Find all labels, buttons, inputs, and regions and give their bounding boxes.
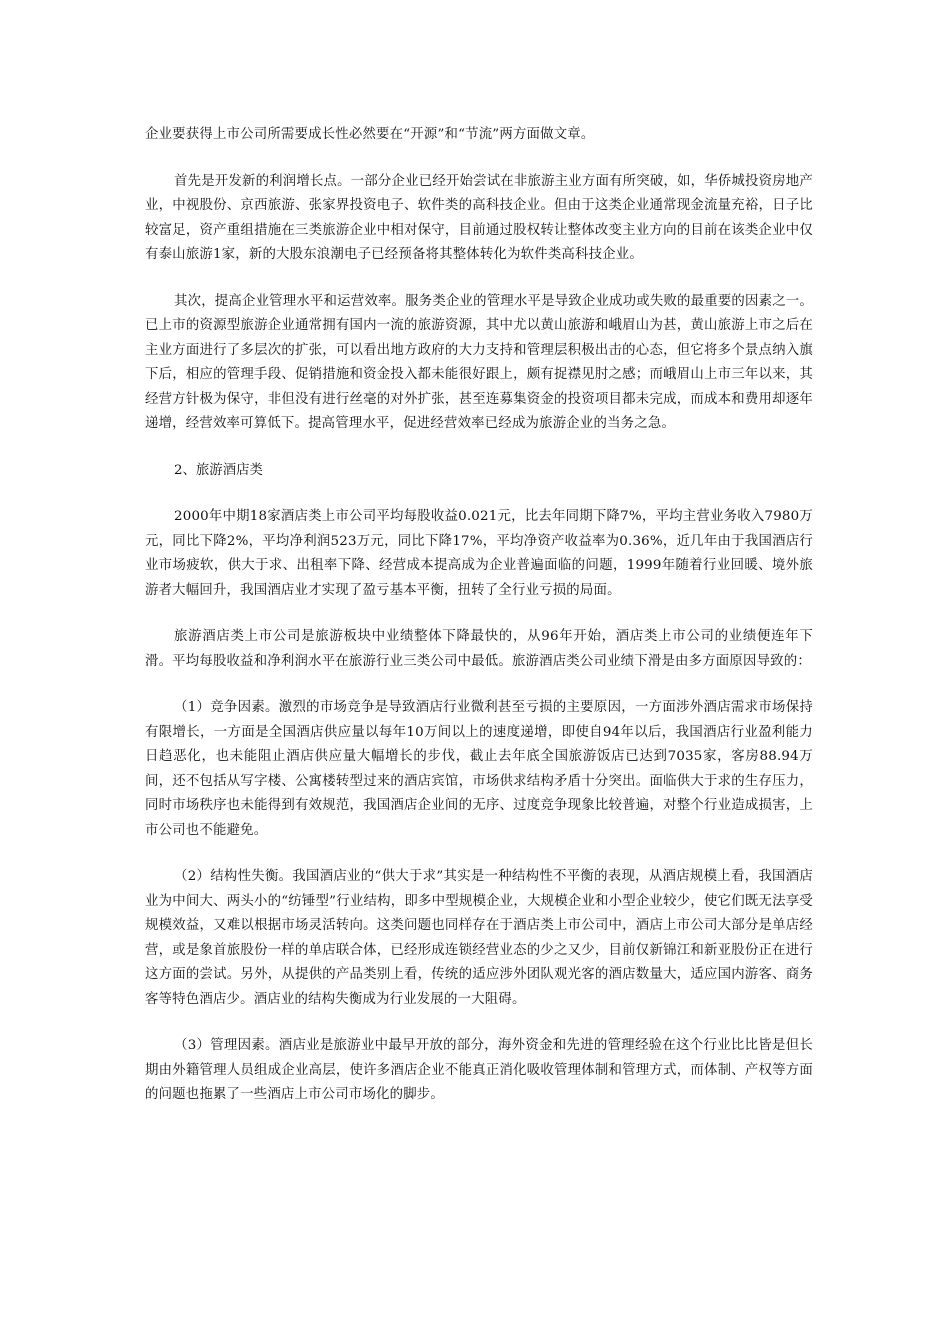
section-heading-hotels: 2、旅游酒店类 xyxy=(174,462,263,478)
paragraph-intro: 企业要获得上市公司所需要成长性必然要在“开源”和“节流”两方面做文章。 xyxy=(145,127,595,142)
document-body xyxy=(145,123,813,1130)
paragraph-competition: （1）竞争因素。激烈的市场竞争是导致酒店行业微利甚至亏损的主要原因，一方面涉外酒店需求市场保持有限增长，一方面是全国酒店供应量以每年10万间以上的速度递增，即使自94年以后，我国酒店行业盈利能力日趋恶化，也未能阻止酒店供应量大幅增长的步伐，截止去年底全国旅游饭店已达到7035家，客房88.94万间，还不包括从写字楼、公寓楼转型过来的酒店宾馆，市场供求结构矛盾十分突出。面临供大于求的生存压力，同时市场秩序也未能得到有效规范，我国酒店企业间的无序、过度竞争现象比较普遍，对整个行业造成损害，上市公司也不能避免。 xyxy=(145,700,813,838)
paragraph-profit-growth: 首先是开发新的利润增长点。一部分企业已经开始尝试在非旅游主业方面有所突破，如，华侨城投资房地产业，中视股份、京西旅游、张家界投资电子、软件类的高科技企业。但由于这类企业通常现金流量充裕，日子比较富足，资产重组措施在三类旅游企业中相对保守，目前通过股权转让整体改变主业方向的目前在该类企业中仅有泰山旅游1家，新的大股东浪潮电子已经预备将其整体转化为软件类高科技企业。 xyxy=(145,173,813,262)
paragraph-hotel-decline: 旅游酒店类上市公司是旅游板块中业绩整体下降最快的，从96年开始，酒店类上市公司的业绩便连年下滑。平均每股收益和净利润水平在旅游行业三类公司中最低。旅游酒店类公司业绩下滑是由多方面原因导致的： xyxy=(145,629,813,669)
paragraph-management-factors: （3）管理因素。酒店业是旅游业中最早开放的部分，海外资金和先进的管理经验在这个行业比比皆是但长期由外籍管理人员组成企业高层，使许多酒店企业不能真正消化吸收管理体制和管理方式，而体制、产权等方面的问题也拖累了一些酒店上市公司市场化的脚步。 xyxy=(145,1038,813,1102)
paragraph-management-efficiency: 其次，提高企业管理水平和运营效率。服务类企业的管理水平是导致企业成功或失败的最重要的因素之一。已上市的资源型旅游企业通常拥有国内一流的旅游资源，其中尤以黄山旅游和峨眉山为甚，黄山旅游上市之后在主业方面进行了多层次的扩张，可以看出地方政府的大力支持和管理层积极出击的心态，但它将多个景点纳入旗下后，相应的管理手段、促销措施和资金投入都未能很好跟上，颇有捉襟见肘之感；而峨眉山上市三年以来，其经营方针极为保守，非但没有进行丝毫的对外扩张，甚至连募集资金的投资项目都未完成，而成本和费用却逐年递增，经营效率可算低下。提高管理水平，促进经营效率已经成为旅游企业的当务之急。 xyxy=(145,293,813,431)
paragraph-hotel-earnings: 2000年中期18家酒店类上市公司平均每股收益0.021元，比去年同期下降7%，平均主营业务收入7980万元，同比下降2%，平均净利润523万元，同比下降17%，平均净资产收益率为0.36%，近几年由于我国酒店行业市场疲软，供大于求、出租率下降、经营成本提高成为企业普遍面临的问题，1999年随着行业回暖、境外旅游者大幅回升，我国酒店业才实现了盈亏基本平衡，扭转了全行业亏损的局面。 xyxy=(145,509,813,598)
paragraph-structural-imbalance: （2）结构性失衡。我国酒店业的“供大于求”其实是一种结构性不平衡的表现，从酒店规模上看，我国酒店业为中间大、两头小的“纺锤型”行业结构，即多中型规模企业，大规模企业和小型企业较少，使它们既无法享受规模效益，又难以根据市场灵活转向。这类问题也同样存在于酒店类上市公司中，酒店上市公司大部分是单店经营，或是象首旅股份一样的单店联合体，已经形成连锁经营业态的少之又少，目前仅新锦江和新亚股份正在进行这方面的尝试。另外，从提供的产品类别上看，传统的适应涉外团队观光客的酒店数量大，适应国内游客、商务客等特色酒店少。酒店业的结构失衡成为行业发展的一大阻碍。 xyxy=(145,869,813,1007)
